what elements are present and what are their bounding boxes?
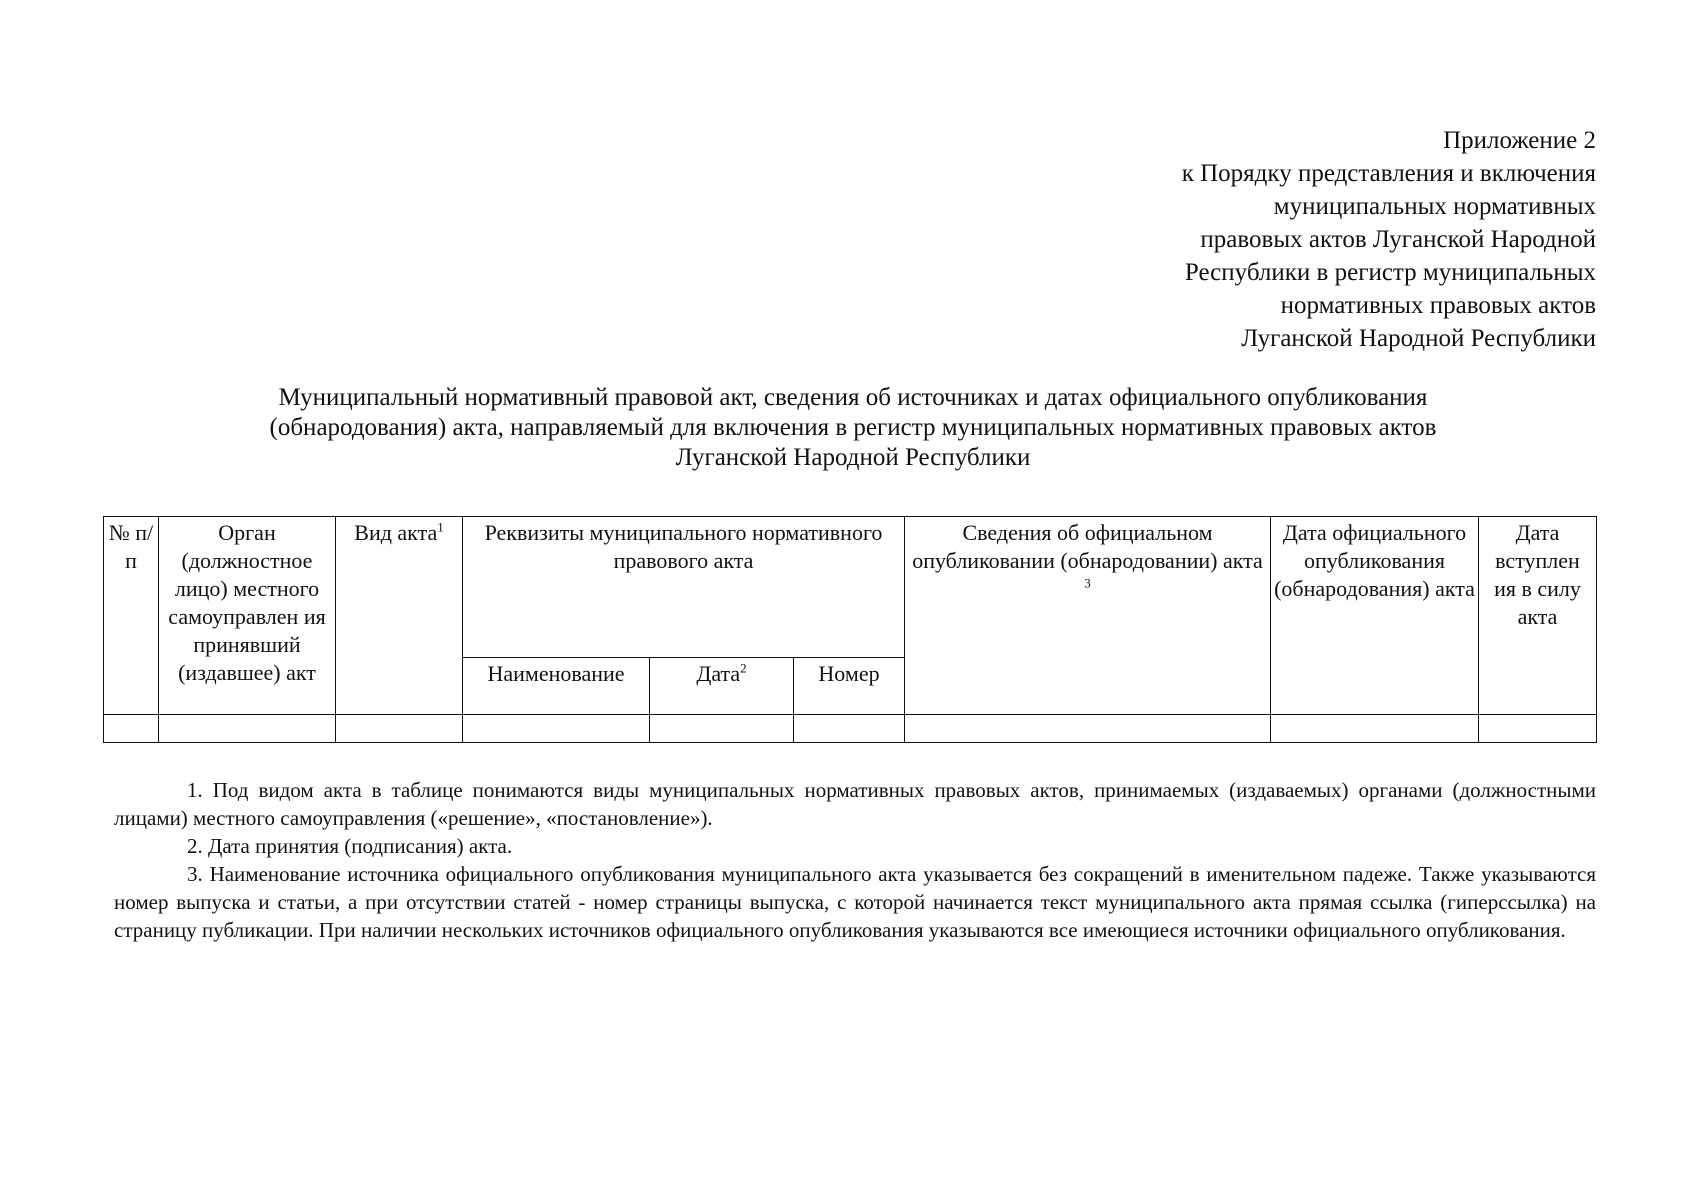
footnote-ref-2: 2: [740, 660, 747, 676]
table-cell: [650, 715, 794, 743]
table-cell: [794, 715, 905, 743]
table-cell: [1271, 715, 1479, 743]
document-title: [110, 383, 1596, 473]
table-cell: [905, 715, 1271, 743]
header-requisites: Реквизиты муниципального нормативного правового акта: [463, 517, 905, 658]
header-date-label: Дата: [696, 661, 741, 686]
header-name: Наименование: [463, 658, 650, 715]
header-date: [650, 658, 794, 715]
header-number: № п/п: [104, 517, 159, 715]
table-cell: [336, 715, 463, 743]
appendix-line: Луганской Народной Республики: [1241, 325, 1596, 352]
footnote-ref-1: 1: [437, 519, 444, 535]
appendix-line: муниципальных нормативных: [1273, 193, 1596, 220]
header-effective-date: Дата вступлен ия в силу акта: [1479, 517, 1597, 715]
header-publication: [905, 517, 1271, 715]
header-publication-date: Дата официального опубликования (обнародования) акта: [1271, 517, 1479, 715]
footnote-2: 2. Дата принятия (подписания) акта.: [187, 834, 513, 858]
header-act-type-label: Вид акта: [354, 520, 438, 545]
table-cell: [104, 715, 159, 743]
appendix-header: [1076, 124, 1596, 355]
header-publication-label: Сведения об официальном опубликовании (обнародовании) акта: [912, 520, 1263, 573]
title-line: Муниципальный нормативный правовой акт, сведения об источниках и датах официального опубликования: [278, 384, 1428, 411]
table-row: [104, 715, 1597, 743]
table-cell: [159, 715, 336, 743]
footnote-3: 3. Наименование источника официального опубликования муниципального акта указывается без сокращений в именительном падеже. Также указываются номер выпуска и статьи, а при отсутствии статей - номер страницы выпуска, с которой начинается текст муниципального акта прямая ссылка (гиперссылка) на страницу публикации. При наличии нескольких источников официального опубликования указываются все имеющиеся источники официального опубликования.: [114, 862, 1596, 942]
title-line: Луганской Народной Республики: [675, 444, 1031, 471]
footnotes: [114, 776, 1596, 944]
appendix-line: нормативных правовых актов: [1280, 292, 1596, 319]
appendix-line: Приложение 2: [1443, 127, 1596, 154]
table-cell: [463, 715, 650, 743]
footnote-1: 1. Под видом акта в таблице понимаются виды муниципальных нормативных правовых актов, принимаемых (издаваемых) органами (должностными лицами) местного самоуправления («решение», «постановление»).: [114, 778, 1596, 830]
title-line: (обнародования) акта, направляемый для включения в регистр муниципальных нормативных правовых актов: [269, 414, 1437, 441]
header-act-type: [336, 517, 463, 715]
appendix-line: правовых актов Луганской Народной: [1200, 226, 1596, 253]
appendix-line: Республики в регистр муниципальных: [1184, 259, 1596, 286]
header-organ: Орган (должностное лицо) местного самоуправлен ия принявший (издавшее) акт: [159, 517, 336, 715]
table-cell: [1479, 715, 1597, 743]
footnote-ref-3: 3: [1084, 575, 1091, 591]
register-table: [103, 516, 1597, 743]
header-doc-number: Номер: [794, 658, 905, 715]
appendix-line: к Порядку представления и включения: [1181, 160, 1596, 187]
